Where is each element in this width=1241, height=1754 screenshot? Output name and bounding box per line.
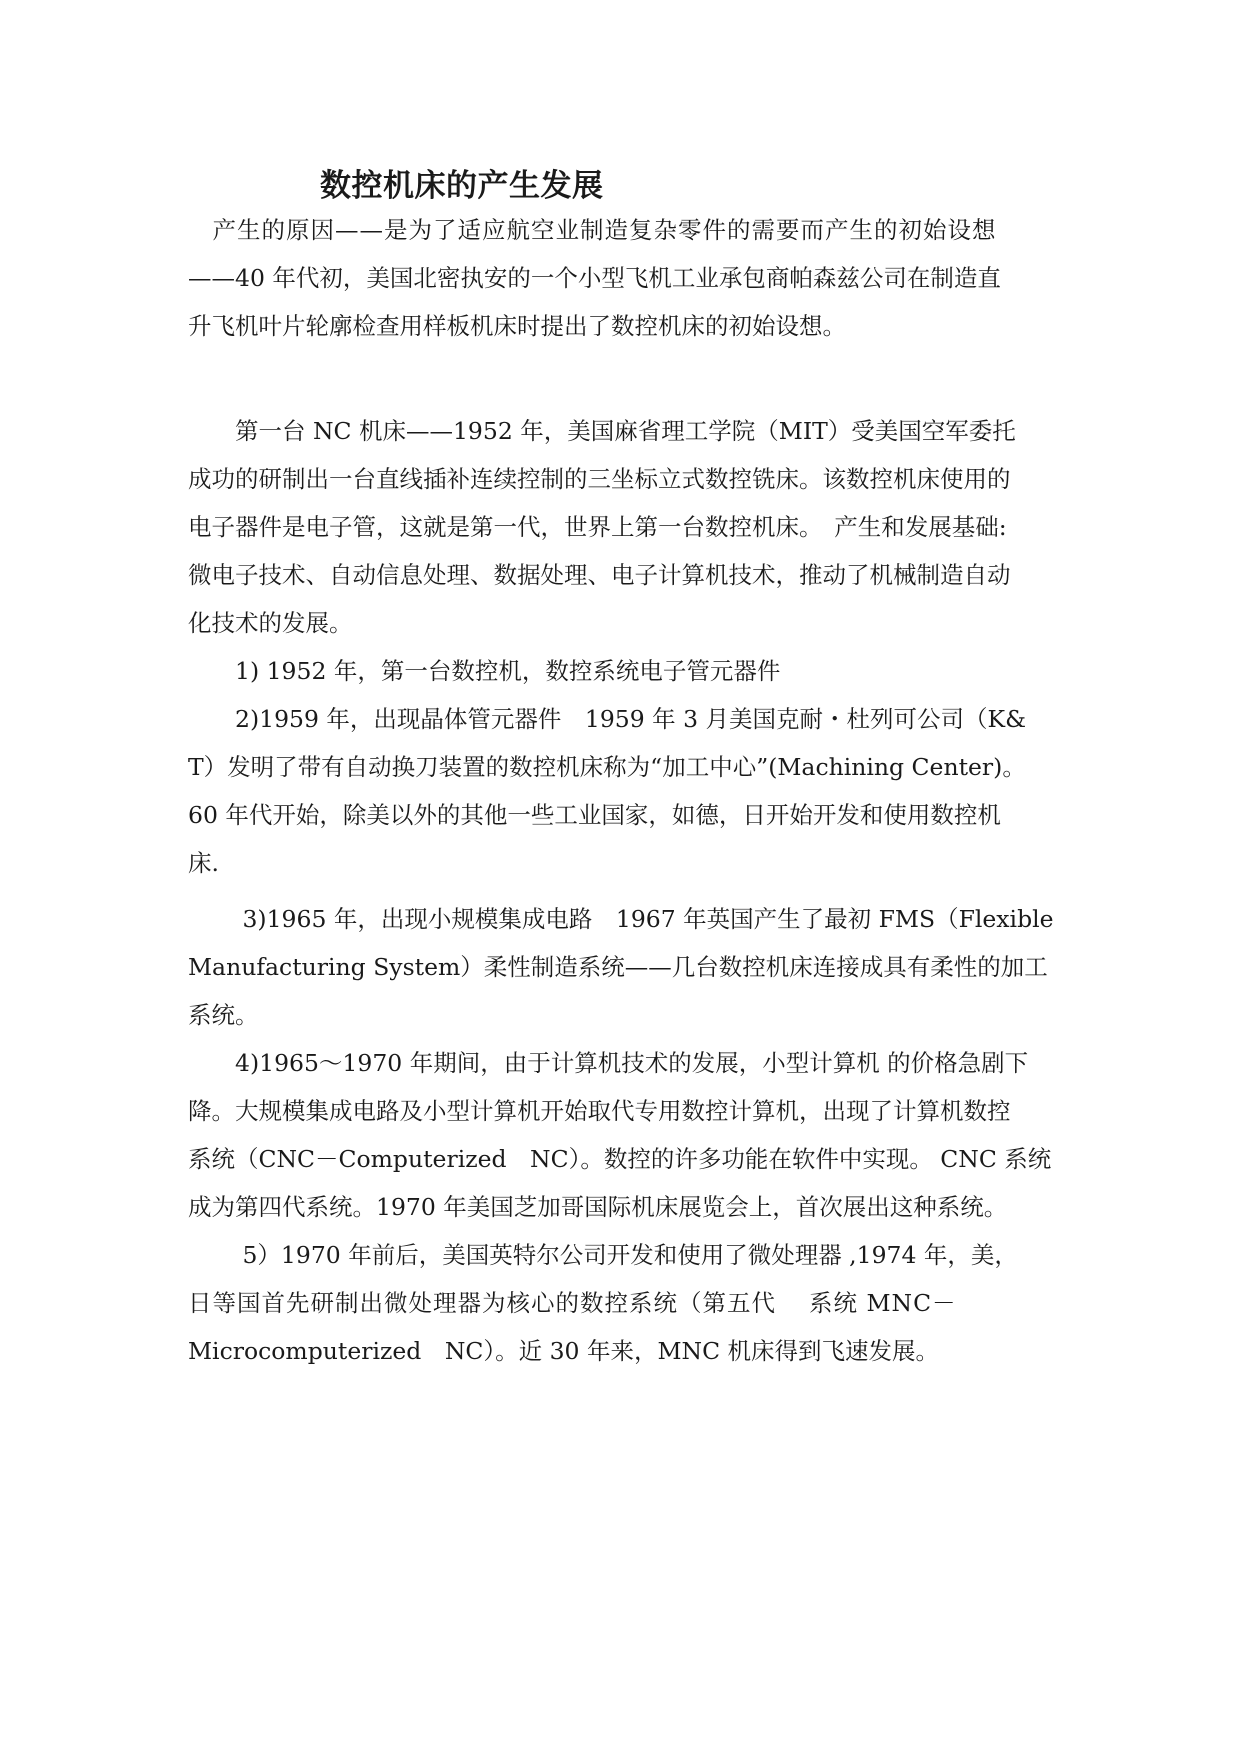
text-line: 3)1965 年，出现小规模集成电路 1967 年英国产生了最初 FMS（Flexible [188, 905, 1054, 933]
text-line: 微电子技术、自动信息处理、数据处理、电子计算机技术，推动了机械制造自动 [188, 561, 1011, 589]
text-line: 床. [188, 849, 219, 877]
text-line: 产生的原因——是为了适应航空业制造复杂零件的需要而产生的初始设想 [188, 216, 997, 244]
text-line: ——40 年代初，美国北密执安的一个小型飞机工业承包商帕森兹公司在制造直 [188, 264, 1001, 292]
text-line: 4)1965～1970 年期间，由于计算机技术的发展，小型计算机 的价格急剧下 [188, 1049, 1029, 1077]
text-line: 系统。 [188, 1001, 259, 1029]
text-line: 成功的研制出一台直线插补连续控制的三坐标立式数控铣床。该数控机床使用的 [188, 465, 1011, 493]
text-line: 1) 1952 年，第一台数控机，数控系统电子管元器件 [188, 657, 781, 685]
text-line: 降。大规模集成电路及小型计算机开始取代专用数控计算机，出现了计算机数控 [188, 1097, 1011, 1125]
text-line: 成为第四代系统。1970 年美国芝加哥国际机床展览会上，首次展出这种系统。 [188, 1193, 1008, 1221]
text-line: T）发明了带有自动换刀装置的数控机床称为“加工中心”(Machining Center)。 [188, 753, 1026, 781]
text-line: 5）1970 年前后，美国英特尔公司开发和使用了微处理器 ,1974 年，美， [188, 1241, 1018, 1269]
text-line: 2)1959 年，出现晶体管元器件 1959 年 3 月美国克耐・杜列可公司（K& [188, 705, 1027, 733]
text-line: 第一台 NC 机床——1952 年，美国麻省理工学院（MIT）受美国空军委托 [188, 417, 1016, 445]
page-title: 数控机床的产生发展 [320, 168, 604, 204]
text-line: 日等国首先研制出微处理器为核心的数控系统（第五代 系统 MNC－ [188, 1289, 957, 1317]
text-line: 电子器件是电子管，这就是第一代，世界上第一台数控机床。 产生和发展基础: [188, 513, 1007, 541]
text-line: 系统（CNC－Computerized NC）。数控的许多功能在软件中实现。 CNC 系统 [188, 1145, 1052, 1173]
text-line: Manufacturing System）柔性制造系统——几台数控机床连接成具有柔性的加工 [188, 953, 1048, 981]
text-line: Microcomputerized NC）。近 30 年来，MNC 机床得到飞速发展。 [188, 1337, 940, 1365]
text-line: 60 年代开始，除美以外的其他一些工业国家，如德，日开始开发和使用数控机 [188, 801, 1001, 829]
text-line: 升飞机叶片轮廓检查用样板机床时提出了数控机床的初始设想。 [188, 312, 846, 340]
text-line: 化技术的发展。 [188, 609, 353, 637]
